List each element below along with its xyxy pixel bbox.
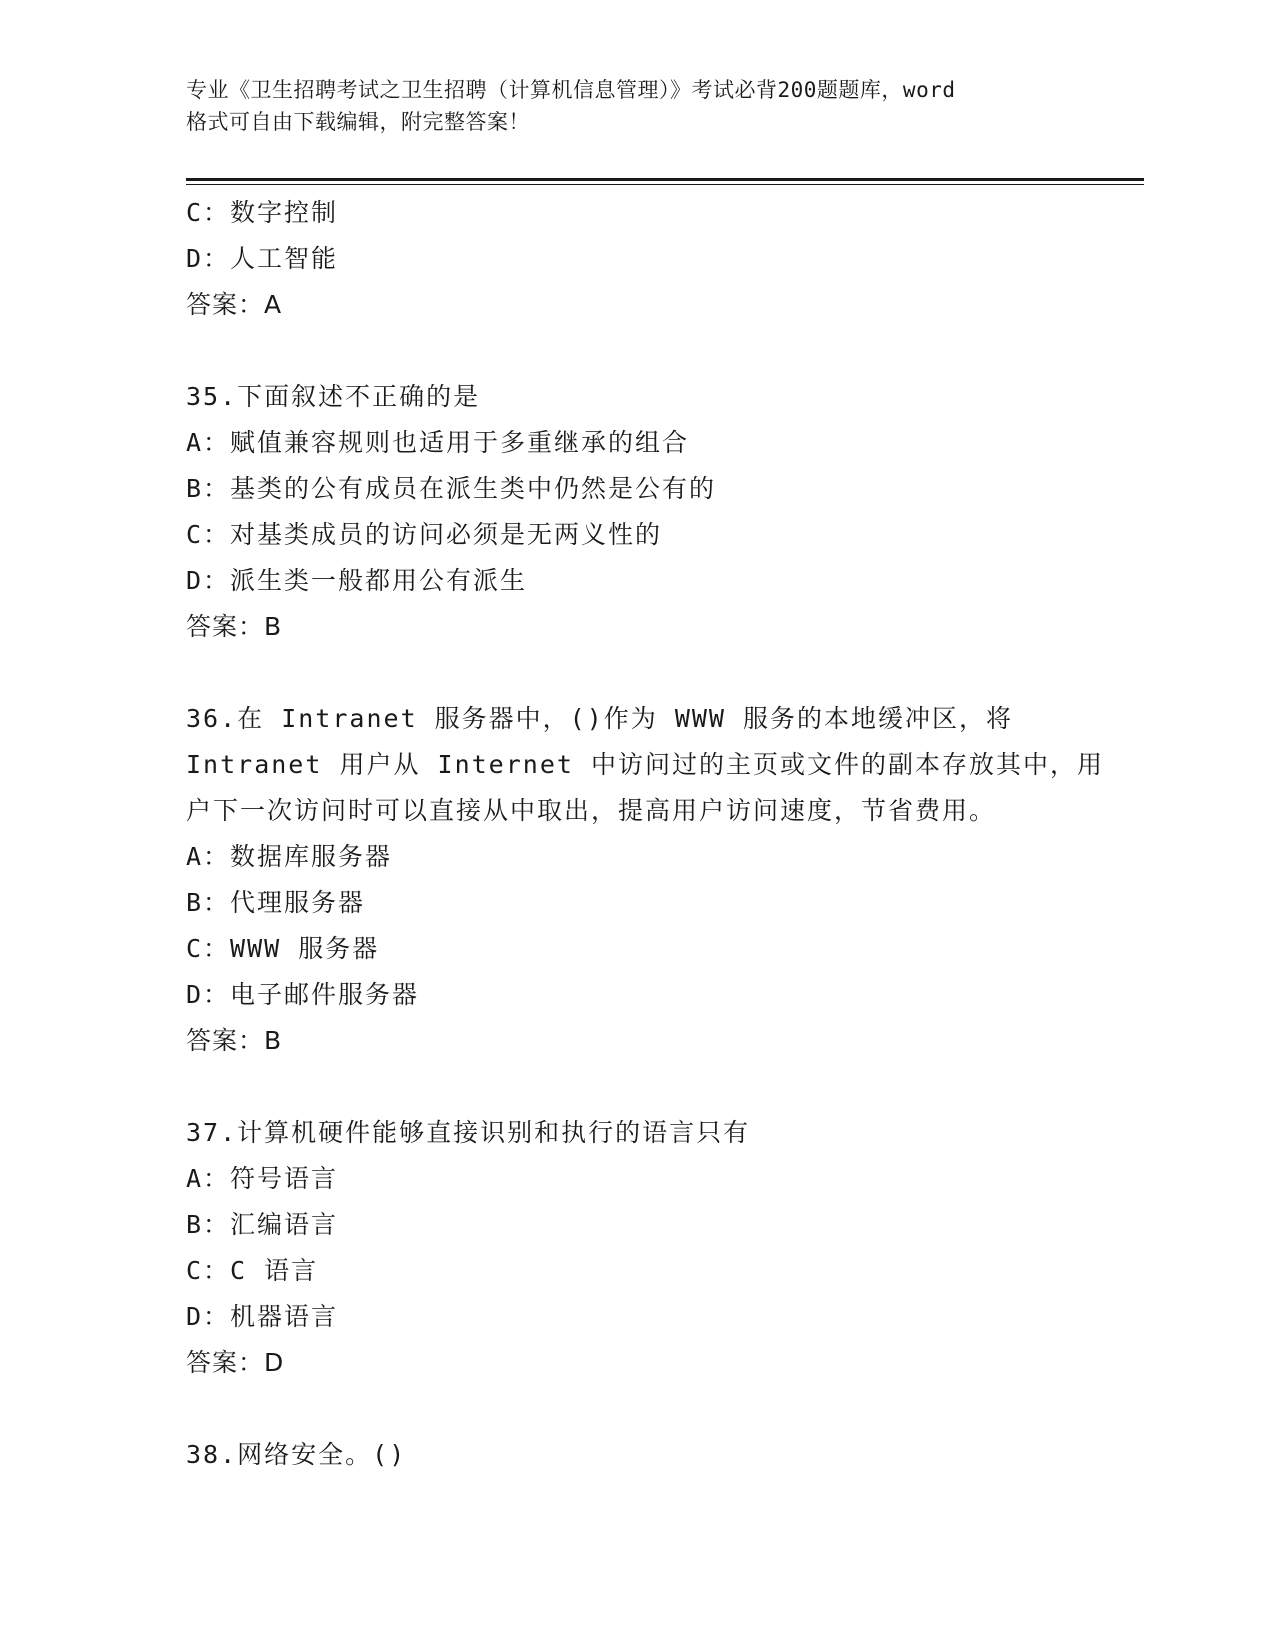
- question-36: [186, 696, 1106, 1064]
- answer: 答案：B: [186, 1026, 283, 1055]
- answer: 答案：A: [186, 290, 283, 319]
- spacer: [186, 650, 1106, 696]
- question-stem: 38.网络安全。(): [186, 1440, 407, 1469]
- option-a: A：数据库服务器: [186, 842, 393, 871]
- question-34-tail: [186, 190, 1106, 328]
- option-d: D：派生类一般都用公有派生: [186, 566, 528, 595]
- question-stem-line-1: 36.在 Intranet 服务器中，()作为 WWW 服务的本地缓冲区，将: [186, 704, 1014, 733]
- spacer: [186, 1386, 1106, 1432]
- option-b: B：代理服务器: [186, 888, 366, 917]
- spacer: [186, 328, 1106, 374]
- spacer: [186, 1064, 1106, 1110]
- answer: 答案：D: [186, 1348, 285, 1377]
- answer: 答案：B: [186, 612, 283, 641]
- option-c: C：对基类成员的访问必须是无两义性的: [186, 520, 663, 549]
- option-a: A：赋值兼容规则也适用于多重继承的组合: [186, 428, 690, 457]
- question-38: [186, 1432, 1106, 1478]
- option-c: C：C 语言: [186, 1256, 319, 1285]
- question-35: [186, 374, 1106, 650]
- option-d: D：人工智能: [186, 244, 339, 273]
- document-header: [186, 74, 1106, 138]
- option-b: B：汇编语言: [186, 1210, 339, 1239]
- header-line-2: 格式可自由下载编辑，附完整答案！: [186, 110, 530, 134]
- header-divider-thick: [186, 178, 1144, 181]
- question-stem: 35.下面叙述不正确的是: [186, 382, 481, 411]
- option-c: C：WWW 服务器: [186, 934, 380, 963]
- option-b: B：基类的公有成员在派生类中仍然是公有的: [186, 474, 717, 503]
- option-d: D：机器语言: [186, 1302, 339, 1331]
- option-c: C：数字控制: [186, 198, 339, 227]
- question-stem: 37.计算机硬件能够直接识别和执行的语言只有: [186, 1118, 751, 1147]
- question-stem-line-2: Intranet 用户从 Internet 中访问过的主页或文件的副本存放其中，用: [186, 750, 1104, 779]
- header-line-1: 专业《卫生招聘考试之卫生招聘（计算机信息管理）》考试必背200题题库，word: [186, 78, 956, 102]
- option-d: D：电子邮件服务器: [186, 980, 420, 1009]
- question-37: [186, 1110, 1106, 1386]
- question-stem-line-3: 户下一次访问时可以直接从中取出，提高用户访问速度，节省费用。: [186, 796, 997, 825]
- option-a: A：符号语言: [186, 1164, 339, 1193]
- header-divider-thin: [186, 184, 1144, 185]
- question-list: [186, 190, 1106, 1478]
